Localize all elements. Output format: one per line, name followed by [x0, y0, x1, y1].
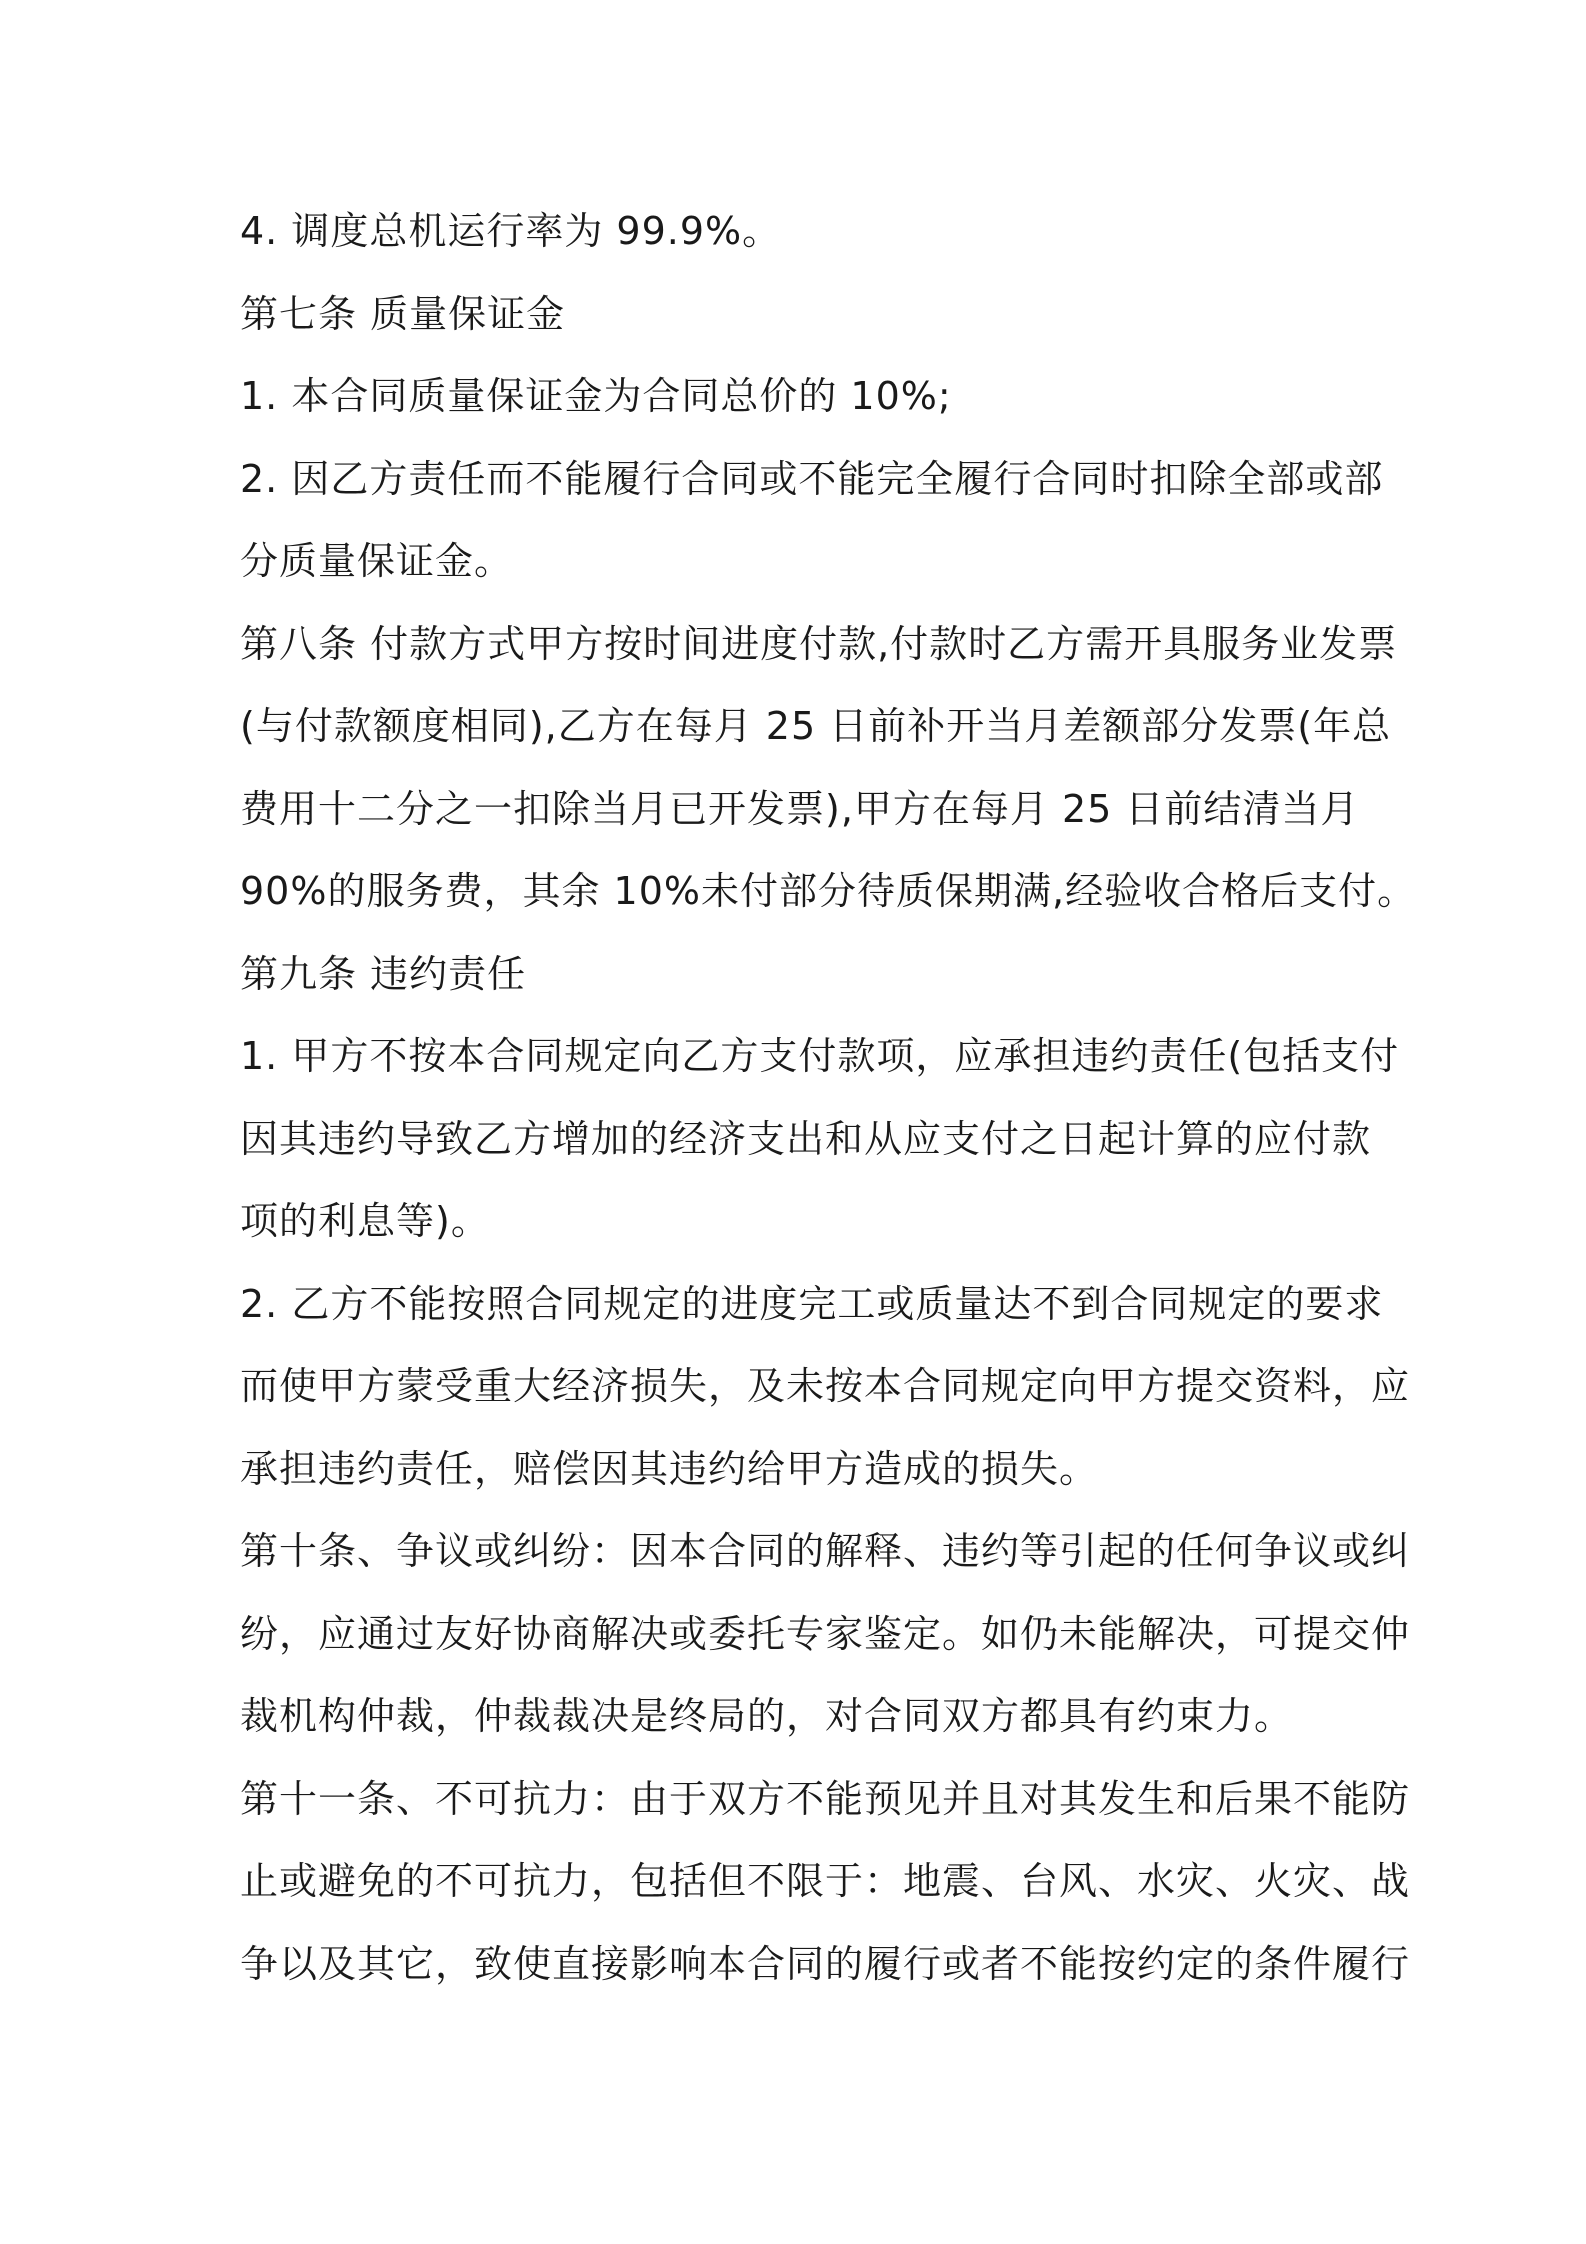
text-line: 分质量保证金。 — [240, 539, 514, 583]
text-line: 而使甲方蒙受重大经济损失，及未按本合同规定向甲方提交资料，应 — [240, 1364, 1411, 1408]
text-line: 争以及其它，致使直接影响本合同的履行或者不能按约定的条件履行 — [240, 1941, 1411, 1986]
text-line: 项的利息等)。 — [240, 1199, 490, 1243]
section-heading-article-11: 第十一条、不可抗力：由于双方不能预见并且对其发生和后果不能防 — [240, 1776, 1411, 1821]
section-heading-article-7: 第七条 质量保证金 — [240, 291, 566, 336]
text-line: 承担违约责任，赔偿因其违约给甲方造成的损失。 — [240, 1446, 1099, 1491]
section-heading-article-10: 第十条、争议或纠纷：因本合同的解释、违约等引起的任何争议或纠 — [240, 1529, 1411, 1573]
text-line: 1. 本合同质量保证金为合同总价的 10%; — [240, 374, 952, 418]
text-line: 4. 调度总机运行率为 99.9%。 — [240, 209, 782, 253]
text-line: 纷，应通过友好协商解决或委托专家鉴定。如仍未能解决，可提交仲 — [240, 1611, 1411, 1656]
text-line: 费用十二分之一扣除当月已开发票),甲方在每月 25 日前结清当月 — [240, 786, 1360, 831]
text-line: 止或避免的不可抗力，包括但不限于：地震、台风、水灾、火灾、战 — [240, 1859, 1411, 1903]
text-line: 90%的服务费，其余 10%未付部分待质保期满,经验收合格后支付。 — [240, 869, 1417, 913]
contract-text — [240, 196, 1417, 2011]
text-line: 裁机构仲裁，仲裁裁决是终局的，对合同双方都具有约束力。 — [240, 1694, 1294, 1738]
text-line: 因其违约导致乙方增加的经济支出和从应支付之日起计算的应付款 — [240, 1116, 1372, 1161]
section-heading-article-8: 第八条 付款方式甲方按时间进度付款,付款时乙方需开具服务业发票 — [240, 621, 1398, 666]
section-heading-article-9: 第九条 违约责任 — [240, 951, 527, 996]
text-line: (与付款额度相同),乙方在每月 25 日前补开当月差额部分发票(年总 — [240, 704, 1392, 748]
text-line: 1. 甲方不按本合同规定向乙方支付款项，应承担违约责任(包括支付 — [240, 1034, 1400, 1078]
text-line: 2. 因乙方责任而不能履行合同或不能完全履行合同时扣除全部或部 — [240, 456, 1384, 501]
text-line: 2. 乙方不能按照合同规定的进度完工或质量达不到合同规定的要求 — [240, 1281, 1384, 1326]
